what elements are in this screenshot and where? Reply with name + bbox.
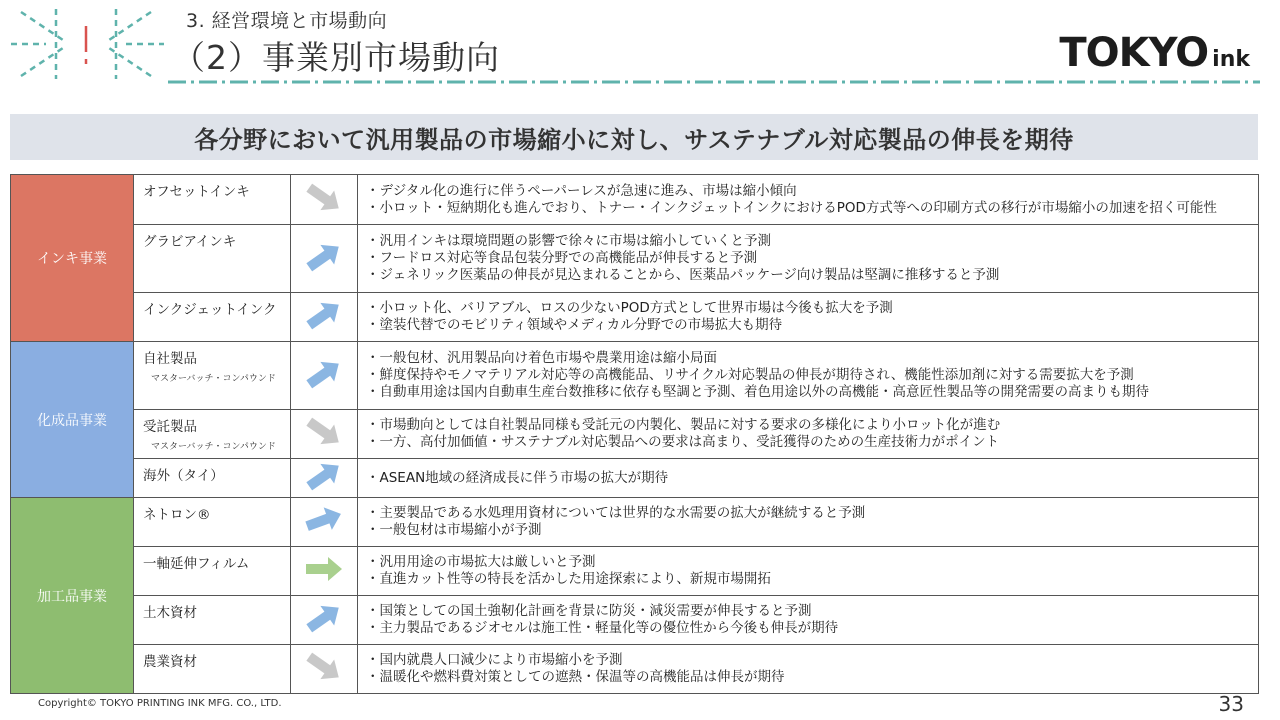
trend-down-arrow-icon: [302, 181, 346, 215]
company-logo: [1059, 30, 1250, 76]
description-line: ・一般包材は市場縮小が予測: [366, 522, 542, 538]
description-cell: [358, 498, 1259, 547]
trend-cell: [291, 410, 358, 459]
description-line: ・主力製品であるジオセルは施工性・軽量化等の優位性から今後も伸長が期待: [366, 620, 839, 636]
page-number: 33: [1218, 692, 1244, 716]
product-name: 受託製品: [143, 419, 197, 435]
description-line: ・主要製品である水処理用資材については世界的な水需要の拡大が継続すると予測: [366, 505, 866, 521]
trend-up-arrow-icon: [302, 357, 346, 391]
trend-up-arrow-icon: [302, 601, 346, 635]
trend-cell: [291, 547, 358, 596]
product-name: グラビアインキ: [143, 234, 237, 250]
description-line: ・汎用用途の市場拡大は厳しいと予測: [366, 554, 596, 570]
trend-cell: [291, 342, 358, 410]
segment-label: 化成品事業: [11, 342, 134, 498]
product-name: ネトロン®: [143, 507, 211, 523]
product-note: マスターバッチ・コンパウンド: [151, 442, 276, 452]
description-cell: [358, 547, 1259, 596]
product-name: インクジェットインク: [143, 302, 277, 318]
product-name: オフセットインキ: [143, 184, 250, 200]
description-cell: [358, 225, 1259, 293]
trend-cell: [291, 225, 358, 293]
description-cell: [358, 410, 1259, 459]
product-name: 海外（タイ）: [143, 468, 224, 484]
product-cell: [134, 342, 291, 410]
trend-down-arrow-icon: [302, 650, 346, 684]
description-line: ・デジタル化の進行に伴うペーパーレスが急速に進み、市場は縮小傾向: [366, 182, 797, 199]
trend-cell: [291, 175, 358, 225]
product-name: 土木資材: [143, 605, 197, 621]
description-line: ・小ロット化、バリアブル、ロスの少ないPOD方式として世界市場は今後も拡大を予測: [366, 300, 893, 316]
description-line: ・ジェネリック医薬品の伸長が見込まれることから、医薬品パッケージ向け製品は堅調に推移すると予測: [366, 267, 1000, 283]
product-cell: [134, 410, 291, 459]
trend-cell: [291, 498, 358, 547]
table-row: [11, 459, 1259, 498]
description-cell: [358, 293, 1259, 342]
description-line: ・小ロット・短納期化も進んでおり、トナー・インクジェットインクにおけるPOD方式等への印刷方式の移行が市場縮小の加速を招く可能性: [366, 199, 1217, 216]
description-line: ・一方、高付加価値・サステナブル対応製品への要求は高まり、受託獲得のための生産技術力がポイント: [366, 434, 1000, 450]
description-line: ・鮮度保持やモノマテリアル対応等の高機能品、リサイクル対応製品の伸長が期待され、機能性添加剤に対する需要拡大を予測: [366, 367, 1134, 383]
product-cell: [134, 547, 291, 596]
product-name: 農業資材: [143, 654, 197, 670]
table-row: [11, 410, 1259, 459]
header-divider: [168, 80, 1260, 84]
description-cell: [358, 596, 1259, 645]
description-line: ・フードロス対応等食品包装分野での高機能品が伸長すると予測: [366, 250, 758, 266]
market-trend-table: [10, 174, 1259, 694]
product-cell: [134, 498, 291, 547]
description-line: ・一般包材、汎用製品向け着色市場や農業用途は縮小局面: [366, 350, 717, 366]
product-cell: [134, 459, 291, 498]
logo-main-text: TOKYO: [1059, 30, 1209, 76]
description-line: ・国策としての国土強靭化計画を背景に防災・減災需要が伸長すると予測: [366, 603, 812, 619]
trend-flat-arrow-icon: [302, 552, 346, 586]
description-cell: [358, 645, 1259, 694]
segment-label: 加工品事業: [11, 498, 134, 694]
table-row: [11, 293, 1259, 342]
section-subtitle: 3. 経営環境と市場動向: [186, 10, 388, 32]
description-line: ・汎用インキは環境問題の影響で徐々に市場は縮小していくと予測: [366, 233, 771, 249]
description-cell: [358, 459, 1259, 498]
product-cell: [134, 175, 291, 225]
description-line: ・塗装代替でのモビリティ領域やメディカル分野での市場拡大も期待: [366, 317, 783, 333]
table-row: [11, 175, 1259, 225]
table-row: [11, 645, 1259, 694]
table-row: [11, 225, 1259, 293]
product-note: マスターバッチ・コンパウンド: [151, 374, 276, 384]
trend-cell: [291, 596, 358, 645]
trend-cell: [291, 645, 358, 694]
trend-up-arrow-icon: [302, 459, 346, 493]
trend-cell: [291, 293, 358, 342]
trend-down-arrow-icon: [302, 415, 346, 449]
trend-up-slight-arrow-icon: [302, 503, 346, 537]
trend-up-arrow-icon: [302, 240, 346, 274]
trend-up-arrow-icon: [302, 298, 346, 332]
product-name: 自社製品: [143, 351, 197, 367]
table-row: [11, 596, 1259, 645]
description-line: ・自動車用途は国内自動車生産台数推移に依存も堅調と予測、着色用途以外の高機能・高意匠性製品等の開発需要の高まりも期待: [366, 384, 1149, 400]
trend-cell: [291, 459, 358, 498]
description-cell: [358, 175, 1259, 225]
description-line: ・直進カット性等の特長を活かした用途探索により、新規市場開拓: [366, 571, 771, 587]
logo-sub-text: ink: [1212, 47, 1250, 72]
description-line: ・市場動向としては自社製品同様も受託元の内製化、製品に対する要求の多様化により小ロット化が進む: [366, 417, 1001, 433]
description-cell: [358, 342, 1259, 410]
decorative-pattern-icon: [6, 4, 166, 84]
product-cell: [134, 596, 291, 645]
table-row: [11, 498, 1259, 547]
product-cell: [134, 293, 291, 342]
description-line: ・温暖化や燃料費対策としての遮熱・保温等の高機能品は伸長が期待: [366, 669, 785, 685]
page-title: （2）事業別市場動向: [172, 38, 500, 77]
product-cell: [134, 225, 291, 293]
description-line: ・ASEAN地域の経済成長に伴う市場の拡大が期待: [366, 469, 669, 486]
product-name: 一軸延伸フィルム: [143, 556, 250, 572]
table-row: [11, 547, 1259, 596]
segment-label: インキ事業: [11, 175, 134, 342]
product-cell: [134, 645, 291, 694]
description-line: ・国内就農人口減少により市場縮小を予測: [366, 652, 623, 668]
key-message-banner: 各分野において汎用製品の市場縮小に対し、サステナブル対応製品の伸長を期待: [10, 114, 1258, 160]
table-row: [11, 342, 1259, 410]
copyright-text: Copyright© TOKYO PRINTING INK MFG. CO., LTD.: [38, 698, 282, 709]
